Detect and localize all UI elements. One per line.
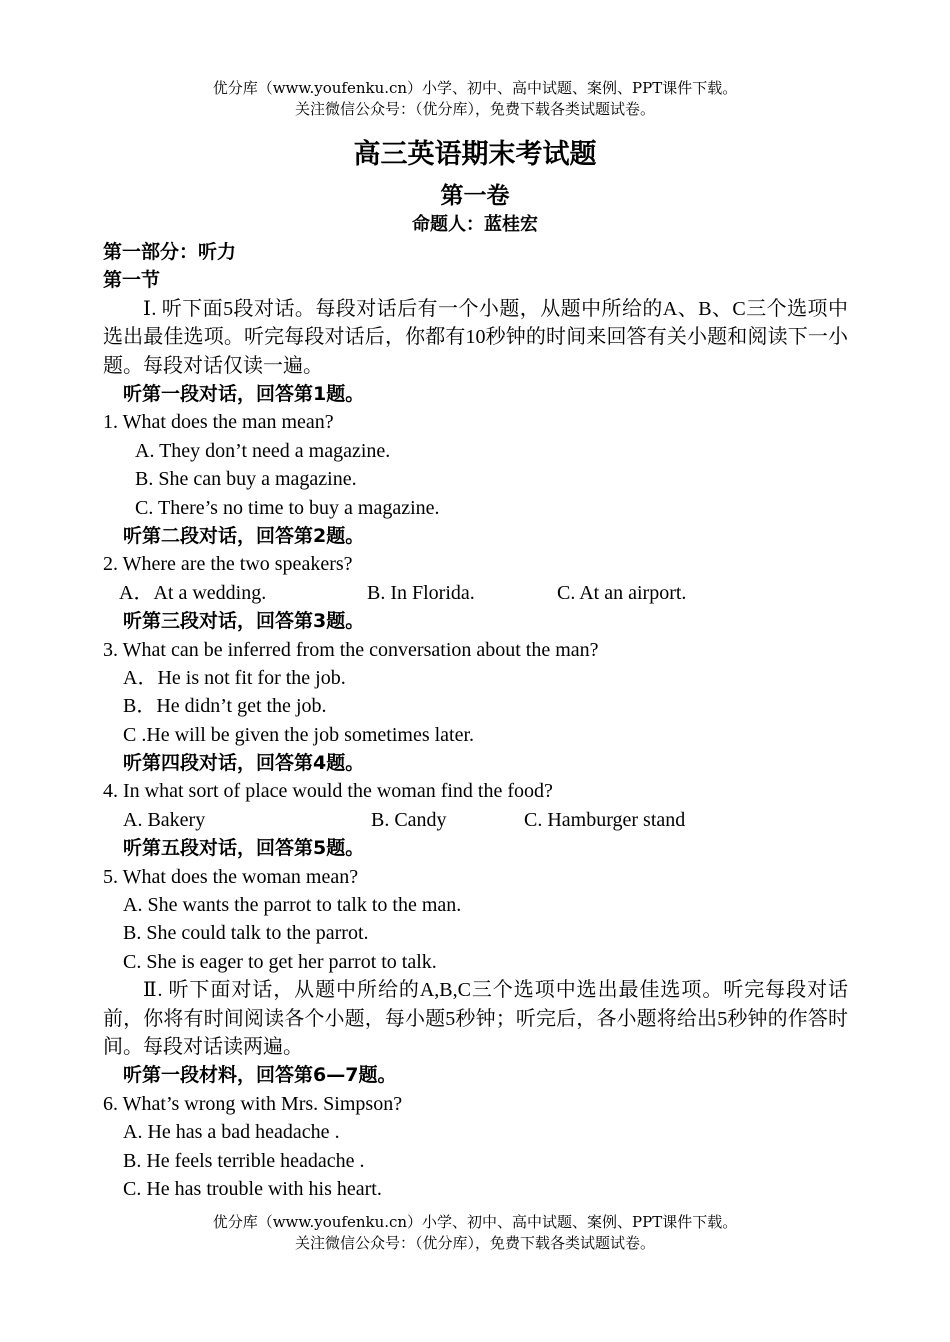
exam-title: 高三英语期末考试题 [353,139,597,170]
footer-line-2: 关注微信公众号：（优分库），免费下载各类试题试卷。 [294,1234,655,1252]
header-line-2: 关注微信公众号：（优分库），免费下载各类试题试卷。 [294,100,655,118]
author-line: 命题人：蓝桂宏 [412,214,538,235]
option-b: B. He feels terrible headache . [123,1149,365,1172]
option-c: C .He will be given the job sometimes later. [123,723,475,746]
question-text: 3. What can be inferred from the conversation about the man? [103,638,599,661]
question-text: 6. What’s wrong with Mrs. Simpson? [103,1092,403,1115]
option-c: C. He has trouble with his heart. [123,1177,382,1200]
dialog-heading: 听第四段对话，回答第4题。 [123,752,365,775]
option-c: C. At an airport. [557,581,687,604]
exam-content [103,238,848,1203]
options-row [103,579,848,607]
dialog-heading: 听第二段对话，回答第2题。 [123,524,365,547]
question-text: 2. Where are the two speakers? [103,553,353,576]
option-b: B. She could talk to the parrot. [123,922,369,945]
option-a: A．At a wedding. [119,581,267,604]
options-row [103,806,848,834]
option-b: B. In Florida. [367,581,475,604]
volume-title: 第一卷 [440,183,510,209]
option-b: B. Candy [371,808,447,831]
option-b: B．He didn’t get the job. [123,695,327,718]
material-heading: 听第一段材料，回答第6—7题。 [123,1064,397,1087]
instruction-paragraph-2: Ⅱ. 听下面对话，从题中所给的A,B,C三个选项中选出最佳选项。听完每段对话前，你将有时间阅读各个小题，每小题5秒钟；听完后，各小题将给出5秒钟的作答时间。每段对话读两遍。 [103,979,848,1059]
dialog-heading: 听第三段对话，回答第3题。 [123,610,365,633]
option-c: C. Hamburger stand [524,808,686,831]
option-a: A. He has a bad headache . [123,1121,340,1144]
footer-line-1: 优分库（www.youfenku.cn）小学、初中、高中试题、案例、PPT课件下载。 [212,1213,738,1231]
instruction-paragraph-1: Ⅰ. 听下面5段对话。每段对话后有一个小题，从题中所给的A、B、C三个选项中选出最佳选项。听完每段对话后，你都有10秒钟的时间来回答有关小题和阅读下一小题。每段对话仅读一遍。 [103,297,848,377]
question-text: 1. What does the man mean? [103,411,334,434]
page-footer [0,1212,950,1254]
section-heading: 第一节 [103,269,161,292]
dialog-heading: 听第一段对话，回答第1题。 [123,383,365,405]
question-text: 4. In what sort of place would the woman find the food? [103,780,553,803]
question-text: 5. What does the woman mean? [103,865,359,888]
option-b: B. She can buy a magazine. [135,468,357,491]
option-a: A. They don’t need a magazine. [135,439,391,462]
option-c: C. There’s no time to buy a magazine. [135,496,440,519]
dialog-heading: 听第五段对话，回答第5题。 [123,837,365,860]
option-a: A. She wants the parrot to talk to the man. [123,894,462,917]
page-header [0,78,950,120]
option-a: A．He is not fit for the job. [123,666,346,689]
header-line-1: 优分库（www.youfenku.cn）小学、初中、高中试题、案例、PPT课件下载。 [212,79,738,97]
part-heading: 第一部分：听力 [103,241,237,263]
option-a: A. Bakery [123,808,206,831]
option-c: C. She is eager to get her parrot to talk. [123,950,437,973]
